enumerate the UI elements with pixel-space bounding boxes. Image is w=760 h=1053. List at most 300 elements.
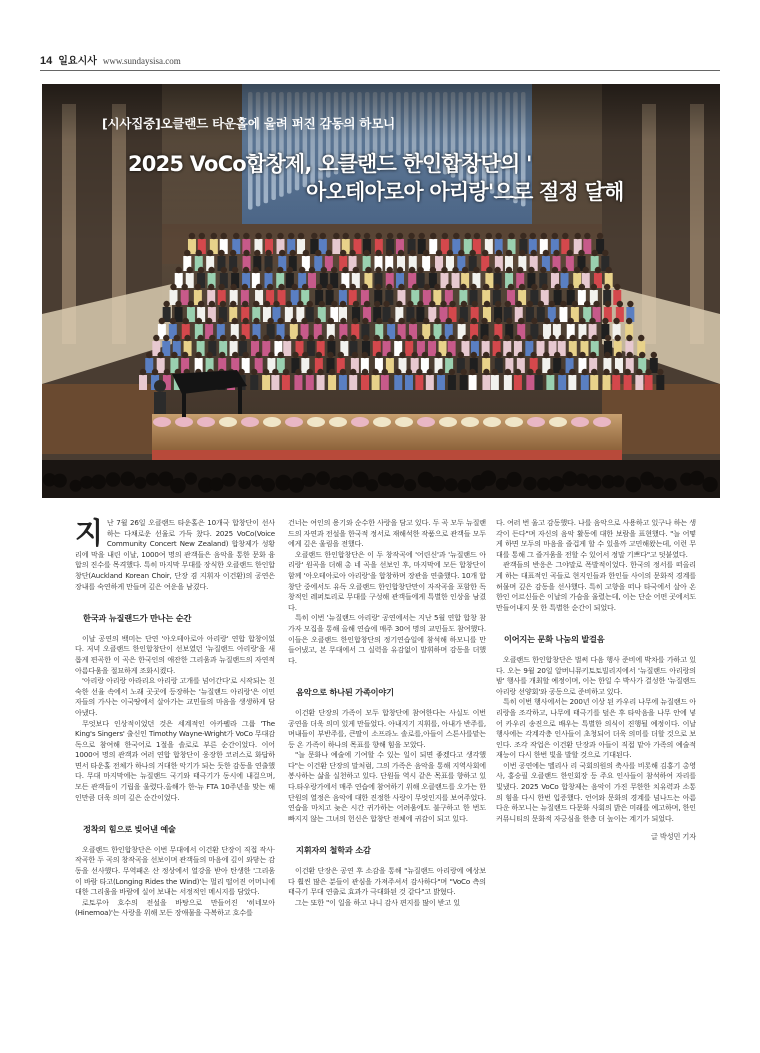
- flower-bouquet: [241, 417, 259, 427]
- choir-singer: [145, 358, 153, 373]
- choir-singer-head: [230, 250, 236, 256]
- choir-singer-head: [559, 335, 565, 341]
- choir-singer: [491, 375, 499, 390]
- choir-singer-head: [187, 267, 193, 273]
- paragraph: 이번 공연에는 멜리사 리 국회의원의 축사를 비롯해 김홍기 총영사, 홍승필 오클랜드 한인회장 등 주요 인사들이 참석하여 자리를 빛냈다. 2025 VoCo 합창제는 음악이 가진 무한한 치유력과 소통의 힘을 다시 한번 입증했다. 언어와 문화의 경계를 넘나드는 아름다운 하모니는 뉴질랜드 다문화 사회의 밝은 미래를 예고하며, 한인 커뮤니티의 문화적 자긍심을 한층 더 높이는 계기가 되었다.: [496, 760, 696, 823]
- choir-singer-head: [315, 318, 321, 324]
- choir-singer-head: [470, 284, 476, 290]
- subheading: 한국과 뉴질랜드가 만나는 순간: [83, 613, 192, 624]
- choir-singer-head: [410, 250, 416, 256]
- choir-singer-head: [290, 250, 296, 256]
- choir-singer-head: [430, 267, 436, 273]
- choir-singer-head: [481, 318, 487, 324]
- article-column-3: [496, 518, 696, 843]
- audience-head: [120, 471, 135, 486]
- choir-singer-head: [362, 318, 368, 324]
- choir-singer-head: [291, 284, 297, 290]
- choir-singer-head: [350, 369, 356, 375]
- choir-singer-head: [353, 267, 359, 273]
- choir-singer-head: [531, 250, 537, 256]
- choir-singer-head: [232, 352, 238, 358]
- choir-singer-head: [645, 369, 651, 375]
- choir-singer-head: [328, 318, 334, 324]
- choir-singer-head: [554, 284, 560, 290]
- choir-singer-head: [579, 352, 585, 358]
- choir-singer-head: [484, 301, 490, 307]
- choir-singer-head: [572, 301, 578, 307]
- choir-singer-head: [505, 369, 511, 375]
- headline-line-2: 아오테아로아 아리랑'으로 절정 달해: [306, 180, 624, 204]
- page-number: 14: [40, 55, 53, 67]
- choir-singer-head: [326, 250, 332, 256]
- choir-singer-head: [483, 369, 489, 375]
- choir-singer-head: [272, 369, 278, 375]
- audience-head: [523, 477, 536, 490]
- choir-singer-head: [219, 284, 225, 290]
- choir-singer-head: [275, 335, 281, 341]
- choir-singer-head: [593, 301, 599, 307]
- choir-singer-head: [184, 250, 190, 256]
- paragraph: 관객들의 반응은 그야말로 폭발적이었다. 한국의 정서를 떠올리게 하는 대표적인 곡들로 현지인들과 한인들 사이의 문화적 경계를 허물며 깊은 감동을 선사했다. 특히 고향을 떠나 타국에서 살아 온 한인 어르신들은 이날의 가슴을 울렸는데, 이는 단순 어떤 곳에서도 만들어내지 못 한 특별한 순간이 되었다.: [496, 560, 696, 612]
- choir-singer-head: [349, 250, 355, 256]
- choir-singer-head: [472, 335, 478, 341]
- paragraph: 무엇보다 인상적이었던 것은 세계적인 아카펠라 그룹 'The King's Singers' 출신인 Timothy Wayne-Wright가 VoCo 무대감독으로 참여해 한국어로 1절을 솔로로 부른 순간이었다. 이어 1000여 명의 관객과 여러 연합 합창단이 웅장한 코러스로 화답하면서 타운홀 전체가 하나의 거대한 악기가 되는 듯한 감동을 연출했다. 무대 마지막에는 뉴질랜드 국기와 태극기가 동시에 내걸으며, 모든 관객들이 기립을 울렸다.올해가 한-뉴 FTA 10주년을 맞는 해인만큼 더욱 의미 깊은 순간이었다.: [75, 718, 276, 802]
- choir-singer-head: [515, 335, 521, 341]
- choir-singer-head: [364, 301, 370, 307]
- choir-singer-head: [549, 301, 555, 307]
- choir-singer-head: [574, 267, 580, 273]
- choir-singer: [349, 375, 357, 390]
- choir-singer-head: [398, 318, 404, 324]
- choir-singer-head: [592, 335, 598, 341]
- choir-singer-head: [340, 369, 346, 375]
- choir-singer-head: [331, 267, 337, 273]
- choir-singer: [394, 375, 402, 390]
- choir-singer-head: [436, 250, 442, 256]
- choir-singer: [416, 307, 424, 322]
- choir-singer-head: [657, 369, 663, 375]
- choir-singer-head: [518, 318, 524, 324]
- choir-singer-head: [471, 352, 477, 358]
- flower-bouquet: [263, 417, 281, 427]
- flower-bouquet: [219, 417, 237, 427]
- choir-singer-head: [581, 335, 587, 341]
- choir-singer-head: [387, 352, 393, 358]
- choir-singer-head: [184, 335, 190, 341]
- choir-singer-head: [458, 352, 464, 358]
- choir-singer-head: [506, 352, 512, 358]
- choir-singer-head: [242, 318, 248, 324]
- choir-singer-head: [253, 267, 259, 273]
- choir-singer-head: [286, 301, 292, 307]
- audience-head: [445, 478, 458, 491]
- audience-head: [576, 473, 589, 486]
- choir-singer-head: [578, 250, 584, 256]
- choir-singer-head: [579, 318, 585, 324]
- choir-singer-head: [243, 250, 249, 256]
- choir-singer-head: [589, 318, 595, 324]
- choir-singer-head: [372, 369, 378, 375]
- choir-singer: [381, 375, 389, 390]
- choir-singer-head: [540, 267, 546, 273]
- choir-singer-head: [267, 284, 273, 290]
- choir-singer-head: [418, 335, 424, 341]
- choir-singer-head: [140, 369, 146, 375]
- choir-singer-head: [449, 301, 455, 307]
- choir-singer-head: [376, 318, 382, 324]
- choir-singer-head: [412, 284, 418, 290]
- choir-singer-head: [411, 352, 417, 358]
- choir-singer-head: [163, 301, 169, 307]
- choir-singer-head: [341, 335, 347, 341]
- choir-singer-head: [469, 369, 475, 375]
- choir-singer-head: [307, 301, 313, 307]
- choir-singer-head: [396, 301, 402, 307]
- choir-singer-head: [471, 301, 477, 307]
- flower-bouquet: [417, 417, 435, 427]
- choir-singer-head: [198, 301, 204, 307]
- choir-singer-head: [493, 335, 499, 341]
- choir-singer-head: [206, 318, 212, 324]
- choir-singer-head: [340, 250, 346, 256]
- choir-singer-head: [504, 335, 510, 341]
- choir-singer: [250, 375, 258, 390]
- flower-bouquet: [549, 417, 567, 427]
- choir-singer-head: [506, 250, 512, 256]
- choir-singer-head: [583, 267, 589, 273]
- choir-singer-head: [342, 267, 348, 273]
- flower-bouquet: [461, 417, 479, 427]
- choir-singer-head: [429, 335, 435, 341]
- article-column-2: [288, 518, 486, 908]
- choir-singer: [339, 375, 347, 390]
- choir-singer-head: [496, 250, 502, 256]
- choir-singer-head: [352, 318, 358, 324]
- choir-singer-head: [446, 318, 452, 324]
- audience-head: [170, 478, 186, 494]
- choir-singer-head: [254, 250, 260, 256]
- choir-singer: [437, 375, 445, 390]
- audience-head: [390, 473, 405, 488]
- choir-singer: [612, 375, 620, 390]
- choir-singer-head: [427, 369, 433, 375]
- choir-singer-head: [196, 250, 202, 256]
- choir-singer-head: [232, 318, 238, 324]
- choir-singer-head: [315, 250, 321, 256]
- paragraph: 로토루아 호수의 전설을 바탕으로 만들어진 '히네모아(Hinemoa)'는 사랑을 위해 모든 장애물을 극복하고 호수를: [75, 897, 275, 918]
- choir-singer-head: [492, 369, 498, 375]
- choir-singer-head: [591, 284, 597, 290]
- choir-singer-head: [302, 352, 308, 358]
- choir-singer-head: [363, 335, 369, 341]
- choir-singer-head: [340, 284, 346, 290]
- paragraph: 특히 이번 '뉴질랜드 아리랑' 공연에서는 지난 5월 연합 합창 참가자 모집을 통해 올해 연습에 매주 30여 명의 교민들도 참여했다. 이들은 오클랜드 한인합창단의 정기연습일에 참석해 하모니를 만들어냈고, 본 무대에서 그 실력을 유감없이 발휘하며 감동을 더했다.: [288, 613, 486, 665]
- choir-singer-head: [544, 318, 550, 324]
- choir-singer-head: [423, 318, 429, 324]
- choir-singer-head: [568, 284, 574, 290]
- choir-singer-head: [559, 369, 565, 375]
- page-header: [40, 52, 720, 68]
- choir-singer-head: [508, 284, 514, 290]
- choir-singer: [558, 375, 566, 390]
- choir-singer-head: [350, 284, 356, 290]
- choir-singer: [514, 375, 522, 390]
- paragraph: 다. 여러 번 울고 감동했다. 나를 음악으로 사용하고 있구나 하는 생각이 든다"며 자신의 음악 활동에 대한 보람을 표현했다. "늘 어떻게 하면 모두의 마음을 즐겁게 할 수 있을까 고민해왔는데, 이런 무대를 통해 그 즐거움을 전할 수 있어서 정말 기쁘다"고 덧붙였다.: [496, 518, 696, 559]
- choir-singer-head: [208, 267, 214, 273]
- choir-singer-head: [591, 250, 597, 256]
- paragraph: 그는 또한 "이 일을 하고 나니 감사 편지를 많이 받고 있: [295, 897, 460, 907]
- choir-singer-head: [374, 335, 380, 341]
- choir-singer-head: [256, 284, 262, 290]
- header-rule: [40, 70, 720, 71]
- choir-singer-head: [196, 318, 202, 324]
- choir-singer-head: [409, 267, 415, 273]
- choir-singer-head: [252, 335, 258, 341]
- choir-singer-head: [448, 335, 454, 341]
- choir-singer: [282, 375, 290, 390]
- choir-singer-head: [494, 267, 500, 273]
- paragraph: 난 7월 26일 오클랜드 타운홀은 10개국 합창단이 선사하는 다채로운 선율로 가득 찼다. 2025 VoCo(Voice Community Concert New Zealand) 합창제가 성황리에 막을 내린 이날, 1000여 명의 관객들은 음악을 통한 문화 융합의 진수를 목격했다. 특히 마지막 무대를 장식한 오클랜드 한인합창단(Auckland Korean Choir, 단장 겸 지휘자 이건환)의 공연은 장내를 숙연하게 만들며 깊은 여운을 남겼다.: [75, 518, 275, 591]
- flower-bouquet: [175, 417, 193, 427]
- choir-singer: [469, 375, 477, 390]
- choir-singer-head: [538, 301, 544, 307]
- choir-singer-head: [429, 301, 435, 307]
- choir-singer-head: [536, 369, 542, 375]
- choir-singer-head: [531, 318, 537, 324]
- choir-singer-head: [417, 267, 423, 273]
- choir-singer-head: [406, 335, 412, 341]
- choir-singer: [308, 273, 316, 288]
- flower-bouquet: [439, 417, 457, 427]
- choir-singer-head: [253, 318, 259, 324]
- choir-singer-head: [176, 267, 182, 273]
- choir-singer-head: [232, 267, 238, 273]
- choir-singer: [306, 375, 314, 390]
- choir-singer-head: [263, 335, 269, 341]
- choir-singer: [537, 341, 545, 356]
- choir-singer-head: [549, 335, 555, 341]
- choir-singer-head: [253, 301, 259, 307]
- choir-singer-head: [350, 335, 356, 341]
- publication-name: 일요시사: [58, 56, 97, 67]
- choir-singer-head: [435, 352, 441, 358]
- paragraph: 오클랜드 한인합창단은 이 두 창작곡에 '어린신'과 '뉴질랜드 아리랑' 원곡을 더해 총 네 곡을 선보인 후, 마지막에 모든 합창단이 함께 '아오테아로아 아리랑'을 합창하며 장관을 연출했다. 10개 합창단 중에서도 유독 오클랜드 한인합창단만이 자작곡을 포함한 독창적인 레퍼토리로 무대를 구성해 관객들에게 특별한 인상을 남겼다.: [288, 549, 486, 612]
- audience-head: [53, 474, 67, 488]
- choir-singer-head: [494, 284, 500, 290]
- choir-singer-head: [316, 284, 322, 290]
- choir-singer-head: [553, 250, 559, 256]
- audience-head: [562, 471, 577, 486]
- choir-singer: [283, 341, 291, 356]
- choir-singer-head: [530, 352, 536, 358]
- subheading: 음악으로 하나된 가족이야기: [296, 687, 394, 698]
- choir-singer-head: [416, 369, 422, 375]
- choir-singer-head: [591, 369, 597, 375]
- choir-singer-head: [452, 267, 458, 273]
- choir-singer-head: [462, 267, 468, 273]
- choir-singer-head: [251, 369, 257, 375]
- choir-singer-head: [561, 267, 567, 273]
- choir-singer-head: [273, 301, 279, 307]
- choir-singer-head: [243, 267, 249, 273]
- choir-singer-head: [483, 352, 489, 358]
- choir-singer-head: [152, 369, 158, 375]
- choir-singer-head: [554, 318, 560, 324]
- choir-singer: [546, 375, 554, 390]
- choir-singer-head: [543, 352, 549, 358]
- choir-singer-head: [495, 318, 501, 324]
- choir-singer-head: [221, 267, 227, 273]
- choir-singer: [504, 375, 512, 390]
- choir-singer-head: [651, 352, 657, 358]
- choir-singer-head: [397, 267, 403, 273]
- choir-singer-head: [560, 301, 566, 307]
- choir-singer-head: [296, 335, 302, 341]
- audience-head: [261, 478, 275, 492]
- choir-singer-head: [605, 301, 611, 307]
- choir-singer-head: [567, 250, 573, 256]
- subheading: 이어지는 문화 나눔의 발걸음: [504, 634, 605, 645]
- audience-head: [185, 472, 197, 484]
- choir-singer-head: [277, 267, 283, 273]
- choir-singer-head: [321, 267, 327, 273]
- choir-singer-head: [460, 284, 466, 290]
- paragraph: 건너는 여인의 용기와 순수한 사랑을 담고 있다. 두 곡 모두 뉴질랜드의 자연과 전설을 한국적 정서로 재해석한 작품으로 관객들 모두에게 깊은 울림을 전했다.: [288, 518, 486, 549]
- choir-singer: [645, 375, 653, 390]
- choir-singer-head: [283, 369, 289, 375]
- choir-singer-head: [458, 250, 464, 256]
- choir-singer-head: [174, 335, 180, 341]
- choir-singer-head: [308, 335, 314, 341]
- choir-singer-head: [242, 352, 248, 358]
- choir-singer-head: [255, 352, 261, 358]
- choir-singer: [656, 375, 664, 390]
- choir-singer-head: [207, 250, 213, 256]
- choir-singer-head: [340, 318, 346, 324]
- flower-bouquet: [197, 417, 215, 427]
- flower-bouquet: [373, 417, 391, 427]
- choir-singer: [317, 375, 325, 390]
- audience-head: [134, 477, 146, 489]
- choir-singer-head: [483, 284, 489, 290]
- audience-head: [238, 477, 251, 490]
- choir-singer: [526, 375, 534, 390]
- choir-singer-head: [329, 369, 335, 375]
- choir-singer-head: [302, 284, 308, 290]
- paragraph: 이건환 단장은 공연 후 소감을 통해 "뉴질랜드 아리랑에 예상보다 훨씬 많은 분들이 관심을 가져주셔서 감사하다"며 "VoCo 측의 태극기 무대 연출로 효과가 극대화된 것 같다"고 밝혔다.: [288, 866, 486, 897]
- choir-singer-head: [159, 318, 165, 324]
- choir-singer-head: [353, 301, 359, 307]
- section-tag: [시사집중]오클랜드 타운홀에 울려 퍼진 감동의 하모니: [102, 116, 396, 131]
- flower-bouquet: [351, 417, 369, 427]
- flower-bouquet: [285, 417, 303, 427]
- choir-singer-head: [566, 352, 572, 358]
- choir-singer-head: [146, 352, 152, 358]
- choir-singer-head: [547, 369, 553, 375]
- choir-singer: [568, 375, 576, 390]
- choir-singer: [559, 307, 567, 322]
- choir-singer-head: [410, 318, 416, 324]
- choir-singer-head: [552, 267, 558, 273]
- paragraph: '아리랑 아리랑 아라리요 아리랑 고개를 넘어간다'로 시작되는 친숙한 선율 속에서 노래 곳곳에 등장하는 '뉴질랜드 아리랑'은 이민자들의 가사는 이국땅에서 살아가는 교민들의 마음을 생생하게 담아냈다.: [75, 676, 275, 717]
- choir-singer-head: [327, 352, 333, 358]
- audience-head: [91, 475, 106, 490]
- choir-singer-head: [543, 250, 549, 256]
- choir-singer: [428, 341, 436, 356]
- choir-singer-head: [291, 318, 297, 324]
- choir-singer-head: [471, 318, 477, 324]
- flower-bouquet: [395, 417, 413, 427]
- choir-singer-head: [626, 318, 632, 324]
- choir-singer-head: [208, 284, 214, 290]
- choir-singer-head: [375, 250, 381, 256]
- choir-singer-head: [230, 301, 236, 307]
- choir-singer-head: [406, 369, 412, 375]
- choir-singer-head: [307, 369, 313, 375]
- choir-singer-head: [295, 369, 301, 375]
- choir-singer: [415, 375, 423, 390]
- choir-singer-head: [554, 352, 560, 358]
- audience-head: [430, 476, 446, 492]
- choir-singer-head: [496, 352, 502, 358]
- audience-head: [537, 477, 550, 490]
- choir-singer: [460, 375, 468, 390]
- choir-singer: [405, 375, 413, 390]
- flower-bouquet: [483, 417, 501, 427]
- choir-singer-head: [303, 250, 309, 256]
- choir-singer-head: [527, 301, 533, 307]
- flower-bouquet: [329, 417, 347, 427]
- choir-singer-head: [242, 284, 248, 290]
- choir-singer-head: [528, 267, 534, 273]
- choir-singer-head: [338, 352, 344, 358]
- flower-bouquet: [307, 417, 325, 427]
- choir-singer: [624, 375, 632, 390]
- choir-singer: [561, 273, 569, 288]
- choir-singer-head: [316, 352, 322, 358]
- audience-head: [626, 477, 642, 493]
- choir-singer-head: [461, 301, 467, 307]
- audience-head: [689, 471, 704, 486]
- choir-singer-head: [209, 335, 215, 341]
- choir-singer-head: [198, 267, 204, 273]
- choir-singer-head: [395, 335, 401, 341]
- choir-singer-head: [362, 352, 368, 358]
- choir-singer-head: [175, 301, 181, 307]
- choir-singer-head: [386, 250, 392, 256]
- choir-singer-head: [473, 267, 479, 273]
- choir-singer: [482, 375, 490, 390]
- choir-singer: [361, 375, 369, 390]
- audience-head: [316, 471, 330, 485]
- choir-singer-head: [230, 284, 236, 290]
- choir-singer-head: [299, 267, 305, 273]
- choir-singer-head: [188, 301, 194, 307]
- subheading: 정착의 힘으로 빚어낸 예술: [83, 824, 176, 835]
- choir-singer-head: [240, 335, 246, 341]
- drop-cap: 지: [75, 516, 103, 550]
- choir-singer: [581, 375, 589, 390]
- choir-singer-head: [407, 301, 413, 307]
- choir-singer-head: [328, 335, 334, 341]
- choir-singer-head: [446, 352, 452, 358]
- choir-singer-head: [469, 250, 475, 256]
- choir-singer-head: [265, 250, 271, 256]
- choir-singer-head: [197, 335, 203, 341]
- choir-singer-head: [518, 352, 524, 358]
- choir-singer-head: [602, 250, 608, 256]
- choir-singer-head: [570, 335, 576, 341]
